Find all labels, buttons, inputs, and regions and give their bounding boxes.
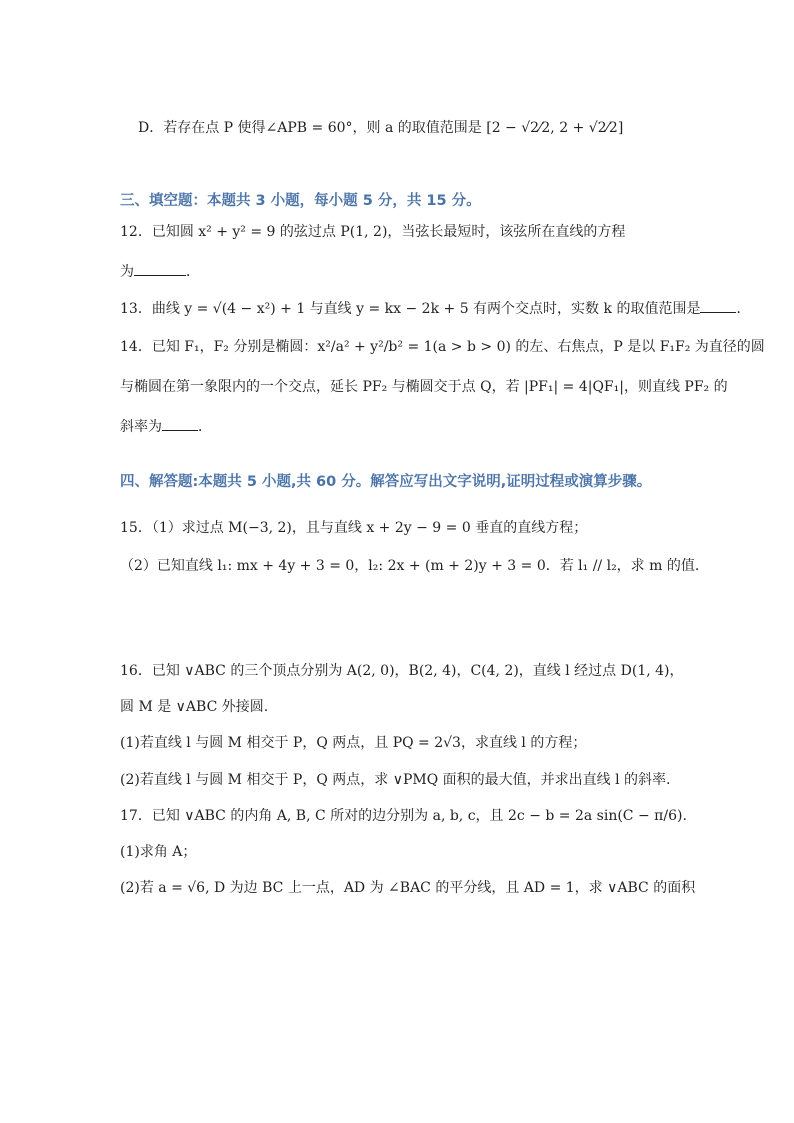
q15-part-2: （2）已知直线 l₁: mx + 4y + 3 = 0，l₂: 2x + (m + 2)y + 3 = 0．若 l₁ // l₂，求 m 的值. <box>120 558 700 574</box>
q13-text: 13．曲线 y = √(4 − x²) + 1 与直线 y = kx − 2k + 5 有两个交点时，实数 k 的取值范围是 <box>120 301 701 317</box>
q16-line-2: 圆 M 是 ∨ABC 外接圆. <box>120 699 269 715</box>
q17-part-2: (2)若 a = √6, D 为边 BC 上一点，AD 为 ∠BAC 的平分线，且 AD = 1，求 ∨ABC 的面积 <box>120 880 696 896</box>
q14-line-3-text: 斜率为 <box>120 419 162 435</box>
q13-line: 13．曲线 y = √(4 − x²) + 1 与直线 y = kx − 2k + 5 有两个交点时，实数 k 的取值范围是 ． <box>120 298 684 319</box>
q15-part-1: 15．（1）求过点 M(−3, 2)，且与直线 x + 2y − 9 = 0 垂直的直线方程； <box>120 520 588 536</box>
q12-line-2: 为 ． <box>120 261 684 282</box>
section-4-heading: 四、解答题:本题共 5 小题,共 60 分。解答应写出文字说明,证明过程或演算步骤。 <box>120 474 652 490</box>
q17-part-1: (1)求角 A； <box>120 844 197 860</box>
q12-line-2-text: 为 <box>120 264 134 280</box>
answer-blank <box>700 298 736 313</box>
answer-blank <box>162 416 198 431</box>
q16-line-1: 16．已知 ∨ABC 的三个顶点分别为 A(2, 0)，B(2, 4)，C(4, 2)，直线 l 经过点 D(1, 4)， <box>120 663 684 679</box>
q17-line-1: 17．已知 ∨ABC 的内角 A, B, C 所对的边分别为 a, b, c，且 2c − b = 2a sin(C − π/6). <box>120 808 687 824</box>
q12-line-1: 12．已知圆 x² + y² = 9 的弦过点 P(1, 2)，当弦长最短时，该弦所在直线的方程 <box>120 224 626 240</box>
section-3-heading: 三、填空题：本题共 3 小题，每小题 5 分，共 15 分。 <box>120 193 481 209</box>
q14-line-1: 14．已知 F₁，F₂ 分别是椭圆：x²/a² + y²/b² = 1(a > b > 0) 的左、右焦点，P 是以 F₁F₂ 为直径的圆 <box>120 339 765 355</box>
option-d-text: D．若存在点 P 使得∠APB = 60°，则 a 的取值范围是 [2 − √2⁄2, 2 + √2⁄2] <box>138 120 624 136</box>
q14-line-2: 与椭圆在第一象限内的一个交点，延长 PF₂ 与椭圆交于点 Q，若 |PF₁| = 4|QF₁|，则直线 PF₂ 的 <box>120 379 728 395</box>
q16-part-2: (2)若直线 l 与圆 M 相交于 P，Q 两点，求 ∨PMQ 面积的最大值，并求出直线 l 的斜率. <box>120 772 671 788</box>
answer-blank <box>134 261 186 276</box>
q16-part-1: (1)若直线 l 与圆 M 相交于 P，Q 两点，且 PQ = 2√3，求直线 l 的方程； <box>120 735 587 751</box>
q14-line-3: 斜率为 ． <box>120 416 684 437</box>
